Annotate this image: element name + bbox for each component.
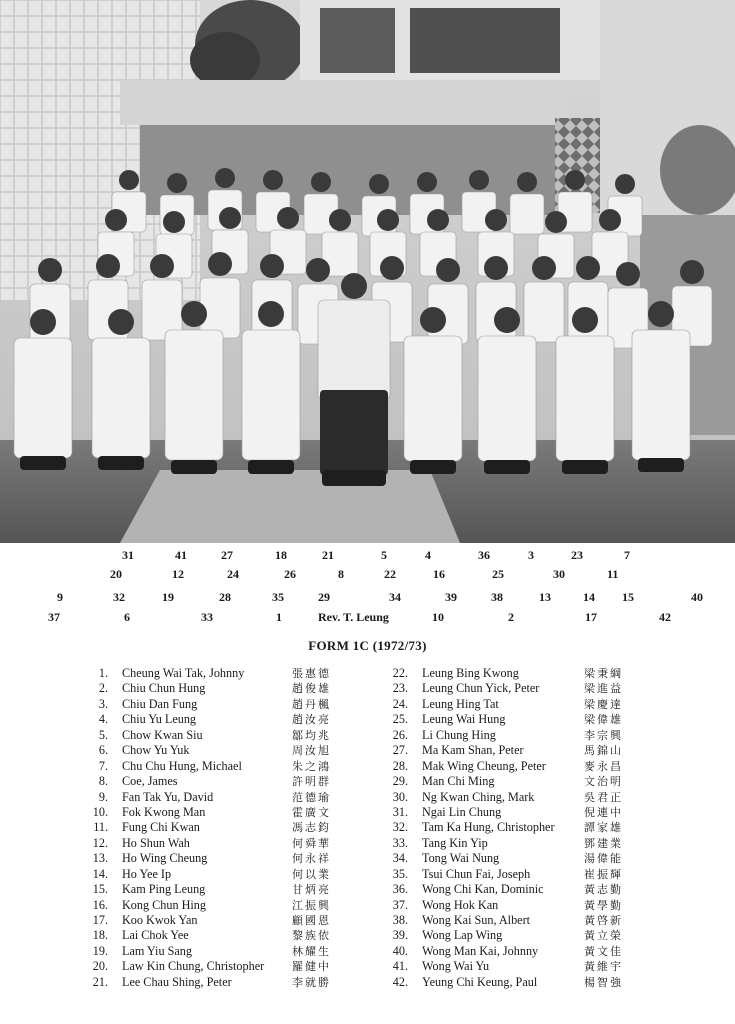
chinese-name: 何以業 xyxy=(292,867,331,881)
chinese-name: 羅健中 xyxy=(292,960,331,974)
chinese-name: 梁進益 xyxy=(584,682,623,696)
item-number: 34. xyxy=(392,851,408,866)
english-name: Chiu Yu Leung xyxy=(122,712,197,727)
chinese-name: 譚家雄 xyxy=(584,821,623,835)
position-key xyxy=(0,548,735,630)
key-number: 35 xyxy=(272,590,284,604)
key-number: 32 xyxy=(113,590,125,604)
chinese-name: 梁偉雄 xyxy=(584,713,623,727)
english-name: Kong Chun Hing xyxy=(122,897,206,912)
item-number: 29. xyxy=(392,774,408,789)
key-number: 11 xyxy=(607,567,619,581)
english-name: Chow Yu Yuk xyxy=(122,743,190,758)
item-number: 3. xyxy=(98,696,108,711)
english-name: Wong Kai Sun, Albert xyxy=(422,913,531,927)
chinese-name: 朱之鴻 xyxy=(292,759,331,773)
item-number: 13. xyxy=(92,851,108,866)
key-number: 21 xyxy=(322,548,334,562)
key-number: 5 xyxy=(381,548,387,562)
key-number: 26 xyxy=(284,567,296,581)
english-name: Wong Man Kai, Johnny xyxy=(422,943,539,958)
chinese-name: 黎族依 xyxy=(292,929,331,943)
key-number: 13 xyxy=(539,590,551,604)
item-number: 15. xyxy=(92,882,108,897)
key-number: 14 xyxy=(583,590,595,604)
english-name: Mak Wing Cheung, Peter xyxy=(422,758,546,773)
key-number: 39 xyxy=(445,590,457,604)
english-name: Lam Yiu Sang xyxy=(122,943,192,958)
key-number: 2 xyxy=(508,610,514,624)
chinese-name: 李宗興 xyxy=(584,728,623,742)
key-number: 15 xyxy=(622,590,634,604)
english-name: Ho Yee Ip xyxy=(122,866,172,881)
english-name: Law Kin Chung, Christopher xyxy=(122,959,265,974)
key-number: 40 xyxy=(691,590,703,604)
page-title: FORM 1C (1972/73) xyxy=(308,638,427,653)
english-name: Li Chung Hing xyxy=(422,727,496,742)
chinese-name: 鄧建業 xyxy=(584,836,623,850)
chinese-name: 周汝旭 xyxy=(292,744,331,758)
item-number: 18. xyxy=(92,928,108,943)
key-number: 16 xyxy=(433,567,445,581)
item-number: 41. xyxy=(392,959,408,974)
item-number: 5. xyxy=(98,727,108,742)
english-name: Ho Shun Wah xyxy=(122,835,190,850)
key-number: 34 xyxy=(389,590,401,604)
key-number: 7 xyxy=(624,548,630,562)
item-number: 35. xyxy=(392,866,408,881)
item-number: 39. xyxy=(392,928,408,943)
chinese-name: 黃立榮 xyxy=(584,929,623,943)
item-number: 11. xyxy=(93,820,108,835)
english-name: Leung Chun Yick, Peter xyxy=(422,681,540,696)
english-name: Wong Hok Kan xyxy=(422,897,499,912)
chinese-name: 許明群 xyxy=(292,775,331,789)
item-number: 36. xyxy=(392,882,408,897)
key-number: 36 xyxy=(478,548,490,562)
key-number: 6 xyxy=(124,610,130,624)
english-name: Tong Wai Nung xyxy=(422,851,500,866)
item-number: 40. xyxy=(392,943,408,958)
chinese-name: 趙汝亮 xyxy=(292,713,331,727)
english-name: Lee Chau Shing, Peter xyxy=(122,974,232,989)
key-number: 9 xyxy=(57,590,63,604)
english-name: Lai Chok Yee xyxy=(122,928,189,943)
chinese-name: 黃學勤 xyxy=(584,898,623,912)
chinese-name: 黃志勤 xyxy=(584,883,623,897)
english-name: Leung Wai Hung xyxy=(422,712,506,727)
key-number: 41 xyxy=(175,548,187,562)
item-number: 16. xyxy=(92,897,108,912)
item-number: 30. xyxy=(392,789,408,804)
item-number: 28. xyxy=(392,758,408,773)
key-number: 27 xyxy=(221,548,233,562)
key-number: 3 xyxy=(528,548,534,562)
key-number: 12 xyxy=(172,567,184,581)
key-number: 33 xyxy=(201,610,213,624)
chinese-name: 崔振輝 xyxy=(584,867,623,881)
key-number: 30 xyxy=(553,567,565,581)
chinese-name: 趙俊雄 xyxy=(292,682,331,696)
key-number: 4 xyxy=(425,548,431,562)
key-number: 38 xyxy=(491,590,503,604)
key-number: 19 xyxy=(162,590,174,604)
item-number: 1. xyxy=(98,666,108,680)
key-number: 22 xyxy=(384,567,396,581)
item-number: 26. xyxy=(392,727,408,742)
item-number: 21. xyxy=(92,974,108,989)
item-number: 32. xyxy=(392,820,408,835)
chinese-name: 湯偉能 xyxy=(584,852,623,866)
item-number: 12. xyxy=(92,835,108,850)
key-number: 10 xyxy=(432,610,444,624)
item-number: 8. xyxy=(98,774,108,789)
english-name: Man Chi Ming xyxy=(422,774,495,789)
chinese-name: 馬錦山 xyxy=(584,744,623,758)
item-number: 20. xyxy=(92,959,108,974)
key-number: 42 xyxy=(659,610,671,624)
item-number: 33. xyxy=(392,835,408,850)
english-name: Leung Hing Tat xyxy=(422,696,499,711)
chinese-name: 霍廣文 xyxy=(292,805,331,819)
chinese-name: 顧國恩 xyxy=(292,914,331,927)
chinese-name: 李就勝 xyxy=(292,975,331,989)
english-name: Yeung Chi Keung, Paul xyxy=(422,974,538,989)
english-name: Leung Bing Kwong xyxy=(422,666,519,680)
english-name: Ho Wing Cheung xyxy=(122,851,208,866)
chinese-name: 楊智強 xyxy=(584,975,623,989)
item-number: 14. xyxy=(92,866,108,881)
chinese-name: 張惠德 xyxy=(292,667,331,680)
item-number: 23. xyxy=(392,681,408,696)
item-number: 27. xyxy=(392,743,408,758)
english-name: Chiu Chun Hung xyxy=(122,681,206,696)
chinese-name: 甘炳亮 xyxy=(292,883,331,897)
key-number: 1 xyxy=(276,610,282,624)
key-number: Rev. T. Leung xyxy=(318,610,389,624)
english-name: Coe, James xyxy=(122,774,178,789)
key-number: 31 xyxy=(122,548,134,562)
chinese-name: 吳君正 xyxy=(584,790,623,804)
key-number: 28 xyxy=(219,590,231,604)
english-name: Ngai Lin Chung xyxy=(422,804,502,819)
chinese-name: 鄒均兆 xyxy=(292,728,331,742)
key-number: 29 xyxy=(318,590,330,604)
key-number: 24 xyxy=(227,567,239,581)
item-number: 6. xyxy=(98,743,108,758)
english-name: Chow Kwan Siu xyxy=(122,727,203,742)
english-name: Tang Kin Yip xyxy=(422,835,488,850)
chinese-name: 趙丹楓 xyxy=(292,697,331,711)
key-number: 23 xyxy=(571,548,583,562)
chinese-name: 何永祥 xyxy=(292,852,331,866)
english-name: Cheung Wai Tak, Johnny xyxy=(122,666,245,680)
english-name: Chu Chu Hung, Michael xyxy=(122,758,242,773)
chinese-name: 黃維宇 xyxy=(584,960,623,974)
key-number: 17 xyxy=(585,610,597,624)
chinese-name: 林耀生 xyxy=(292,944,331,958)
english-name: Ma Kam Shan, Peter xyxy=(422,743,524,758)
chinese-name: 馮志鈞 xyxy=(292,821,331,835)
item-number: 22. xyxy=(392,666,408,680)
item-number: 31. xyxy=(392,804,408,819)
english-name: Ng Kwan Ching, Mark xyxy=(422,789,535,804)
english-name: Wong Wai Yu xyxy=(422,959,490,974)
chinese-name: 黃文佳 xyxy=(584,944,623,958)
key-number: 25 xyxy=(492,567,504,581)
english-name: Tam Ka Hung, Christopher xyxy=(422,820,555,835)
english-name: Koo Kwok Yan xyxy=(122,913,198,927)
item-number: 24. xyxy=(392,696,408,711)
chinese-name: 范德瑜 xyxy=(292,790,331,804)
english-name: Fan Tak Yu, David xyxy=(122,789,214,804)
item-number: 2. xyxy=(98,681,108,696)
item-number: 25. xyxy=(392,712,408,727)
key-number: 8 xyxy=(338,567,344,581)
english-name: Tsui Chun Fai, Joseph xyxy=(422,866,531,881)
item-number: 7. xyxy=(98,758,108,773)
chinese-name: 何舜華 xyxy=(292,836,331,850)
chinese-name: 倪連中 xyxy=(584,805,623,819)
key-number: 18 xyxy=(275,548,287,562)
item-number: 17. xyxy=(92,913,108,927)
item-number: 4. xyxy=(98,712,108,727)
english-name: Fok Kwong Man xyxy=(122,804,206,819)
item-number: 37. xyxy=(392,897,408,912)
key-number: 20 xyxy=(110,567,122,581)
chinese-name: 江振興 xyxy=(292,898,331,912)
english-name: Fung Chi Kwan xyxy=(122,820,200,835)
item-number: 19. xyxy=(92,943,108,958)
english-name: Chiu Dan Fung xyxy=(122,696,198,711)
chinese-name: 梁秉綱 xyxy=(584,667,623,680)
chinese-name: 文治明 xyxy=(584,775,623,789)
english-name: Kam Ping Leung xyxy=(122,882,206,897)
key-number: 37 xyxy=(48,610,60,624)
item-number: 38. xyxy=(392,913,408,927)
chinese-name: 黃啓新 xyxy=(584,914,623,927)
chinese-name: 麥永昌 xyxy=(584,759,623,773)
english-name: Wong Chi Kan, Dominic xyxy=(422,882,544,897)
item-number: 9. xyxy=(98,789,108,804)
english-name: Wong Lap Wing xyxy=(422,928,503,943)
item-number: 42. xyxy=(392,974,408,989)
item-number: 10. xyxy=(92,804,108,819)
chinese-name: 梁慶達 xyxy=(584,697,623,711)
